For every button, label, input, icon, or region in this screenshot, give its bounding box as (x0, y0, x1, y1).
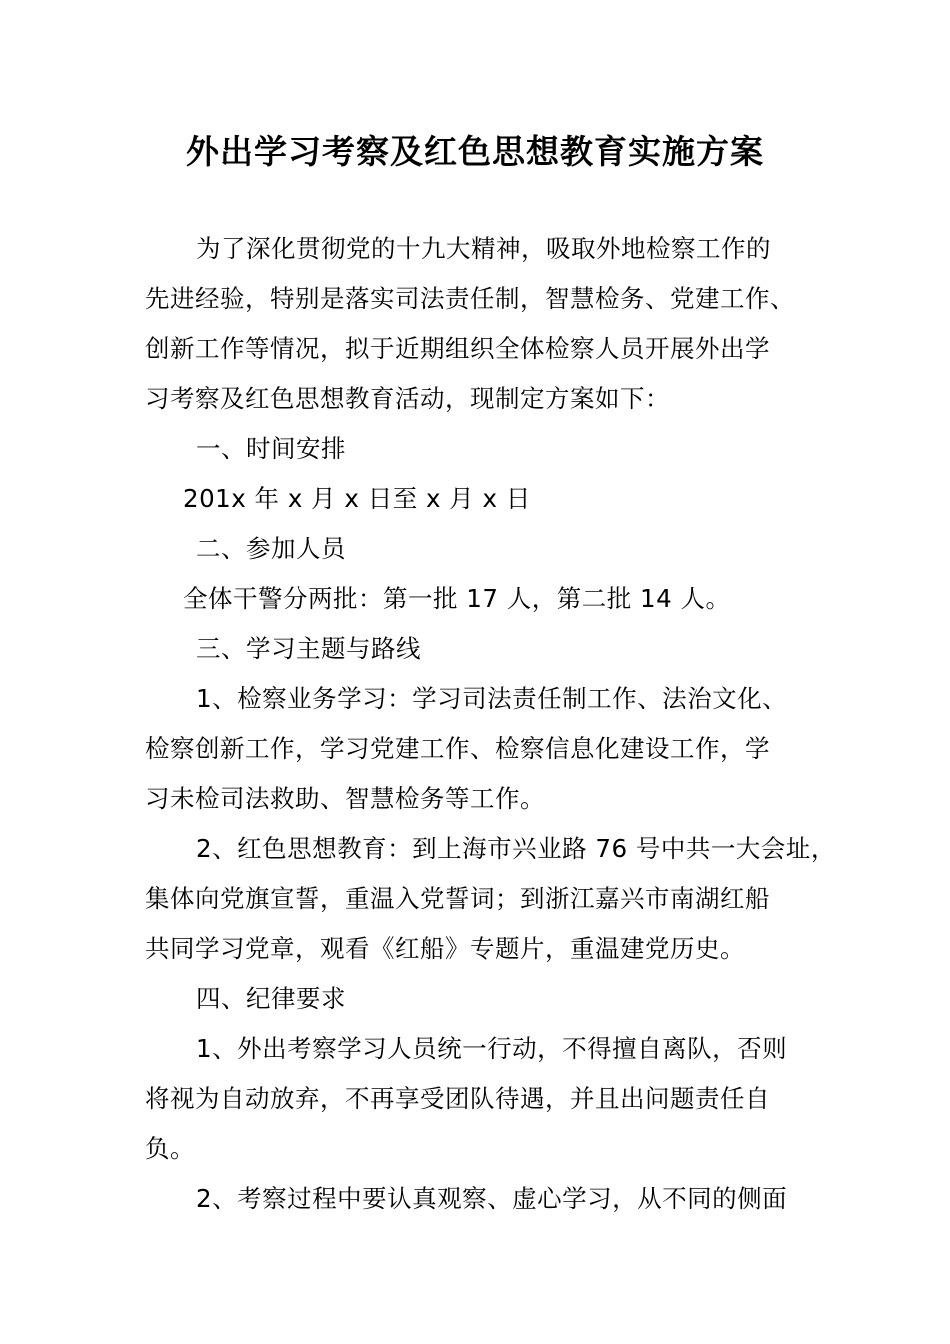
paragraph-line: 将视为自动放弃，不再享受团队待遇，并且出问题责任自 (145, 1084, 770, 1113)
paragraph-line: 为了深化贯彻党的十九大精神，吸取外地检察工作的 (196, 234, 771, 263)
section-heading: 一、时间安排 (196, 434, 346, 463)
paragraph-line: 习未检司法救助、智慧检务等工作。 (145, 784, 545, 813)
section-heading: 三、学习主题与路线 (196, 634, 421, 663)
paragraph-line: 先进经验，特别是落实司法责任制，智慧检务、党建工作、 (145, 284, 795, 313)
document-title: 外出学习考察及红色思想教育实施方案 (186, 132, 764, 171)
paragraph-line: 集体向党旗宣誓，重温入党誓词；到浙江嘉兴市南湖红船 (145, 884, 770, 913)
paragraph-line: 负。 (145, 1134, 195, 1163)
paragraph-line: 1、外出考察学习人员统一行动，不得擅自离队，否则 (196, 1034, 788, 1063)
paragraph-line: 2、考察过程中要认真观察、虚心学习，从不同的侧面 (196, 1184, 788, 1213)
paragraph-line: 共同学习党章，观看《红船》专题片，重温建党历史。 (145, 934, 745, 963)
paragraph-line: 检察创新工作，学习党建工作、检察信息化建设工作，学 (145, 734, 770, 763)
paragraph-line: 2、红色思想教育：到上海市兴业路 76 号中共一大会址， (196, 834, 836, 863)
section-heading: 二、参加人员 (196, 534, 346, 563)
paragraph-line: 习考察及红色思想教育活动，现制定方案如下： (145, 384, 670, 413)
paragraph-line: 创新工作等情况，拟于近期组织全体检察人员开展外出学 (145, 334, 770, 363)
paragraph-line: 201x 年 x 月 x 日至 x 月 x 日 (183, 484, 531, 513)
paragraph-line: 1、检察业务学习：学习司法责任制工作、法治文化、 (196, 684, 788, 713)
section-heading: 四、纪律要求 (196, 984, 346, 1013)
paragraph-line: 全体干警分两批：第一批 17 人，第二批 14 人。 (183, 584, 731, 613)
